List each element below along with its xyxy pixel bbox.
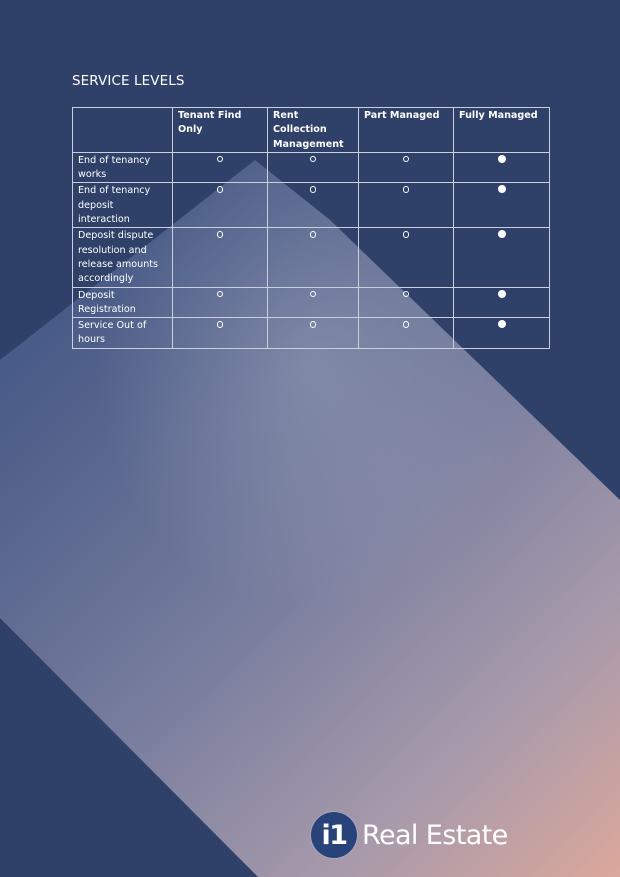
filled-circle-icon: [498, 290, 506, 298]
section-title: SERVICE LEVELS: [72, 73, 185, 89]
level-cell: [359, 228, 454, 287]
level-cell: [359, 318, 454, 349]
empty-circle-icon: [403, 291, 410, 298]
table-row: [73, 228, 550, 287]
empty-circle-icon: [217, 156, 224, 163]
service-label: End of tenancy deposit interaction: [73, 183, 173, 228]
header-fully-managed: Fully Managed: [454, 108, 550, 153]
level-cell: [454, 287, 550, 318]
empty-circle-icon: [403, 186, 410, 193]
level-cell: [173, 228, 268, 287]
empty-circle-icon: [310, 321, 317, 328]
level-cell: [359, 287, 454, 318]
level-cell: [268, 183, 359, 228]
level-cell: [454, 228, 550, 287]
header-rent-collection-management: Rent Collection Management: [268, 108, 359, 153]
service-label: End of tenancy works: [73, 152, 173, 183]
filled-circle-icon: [498, 185, 506, 193]
empty-circle-icon: [310, 291, 317, 298]
empty-circle-icon: [217, 231, 224, 238]
level-cell: [454, 152, 550, 183]
level-cell: [173, 287, 268, 318]
table-row: [73, 183, 550, 228]
level-cell: [454, 318, 550, 349]
empty-circle-icon: [403, 321, 410, 328]
service-levels-table: [72, 107, 550, 349]
header-empty-cell: [73, 108, 173, 153]
empty-circle-icon: [217, 321, 224, 328]
level-cell: [173, 183, 268, 228]
filled-circle-icon: [498, 155, 506, 163]
company-logo: [311, 812, 508, 858]
level-cell: [268, 318, 359, 349]
empty-circle-icon: [217, 291, 224, 298]
level-cell: [268, 152, 359, 183]
level-cell: [173, 318, 268, 349]
logo-text: Real Estate: [362, 819, 508, 851]
table-header-row: [73, 108, 550, 153]
level-cell: [454, 183, 550, 228]
empty-circle-icon: [403, 231, 410, 238]
empty-circle-icon: [403, 156, 410, 163]
empty-circle-icon: [310, 156, 317, 163]
empty-circle-icon: [217, 186, 224, 193]
service-label: Deposit Registration: [73, 287, 173, 318]
level-cell: [268, 228, 359, 287]
filled-circle-icon: [498, 230, 506, 238]
empty-circle-icon: [310, 186, 317, 193]
table-body: [73, 152, 550, 348]
logo-badge: i1: [311, 812, 357, 858]
level-cell: [173, 152, 268, 183]
level-cell: [268, 287, 359, 318]
service-label: Service Out of hours: [73, 318, 173, 349]
empty-circle-icon: [310, 231, 317, 238]
table-row: [73, 287, 550, 318]
level-cell: [359, 152, 454, 183]
service-label: Deposit dispute resolution and release amounts accordingly: [73, 228, 173, 287]
table-row: [73, 152, 550, 183]
table-row: [73, 318, 550, 349]
level-cell: [359, 183, 454, 228]
filled-circle-icon: [498, 320, 506, 328]
header-tenant-find-only: Tenant Find Only: [173, 108, 268, 153]
header-part-managed: Part Managed: [359, 108, 454, 153]
